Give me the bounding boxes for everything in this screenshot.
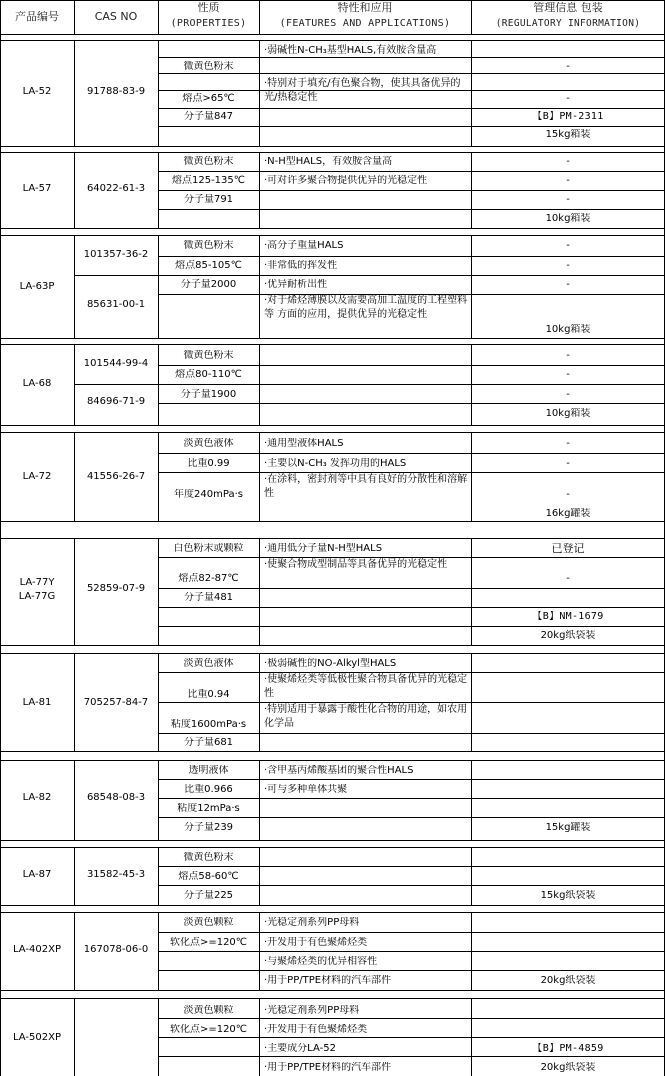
feature-item: ·通用低分子量N-H型HALS [264,543,383,554]
product-code: LA-87 [22,869,52,880]
property-cell: 熔点>65℃ [182,93,235,104]
grid-line [74,275,158,276]
property-cell: 熔点80-110℃ [175,369,242,380]
feature-item: ·用于PP/TPE材料的汽车部件 [264,1062,392,1073]
feature-item: ·可对许多聚合物提供优异的光稳定性 [264,175,428,186]
grid-line [471,40,472,146]
feature-item: ·优异耐析出性 [264,279,328,290]
grid-line [0,847,665,848]
grid-line [158,294,665,295]
grid-line [158,0,159,34]
grid-line [158,798,665,799]
reg-cell: - [566,279,570,290]
grid-line [74,40,75,146]
feature-item: ·N-H型HALS，有效胺含量高 [264,156,393,167]
reg-cell: - [566,156,570,167]
grid-line [158,126,665,127]
grid-line [0,228,665,229]
cas-number: 101544-99-4 [83,358,149,369]
grid-line [0,645,665,646]
header-cas: CAS NO [94,11,138,23]
grid-line [158,403,665,404]
grid-line [158,847,159,905]
grid-line [158,779,665,780]
grid-line [0,990,665,991]
grid-line [158,256,665,257]
property-cell: 微黄色粉末 [183,240,234,251]
property-cell: 分子量2000 [180,279,237,290]
grid-line [259,760,260,840]
grid-line [0,653,665,654]
product-code-alt: LA-77G [18,591,56,602]
grid-line [158,932,665,933]
feature-item: ·光稳定剂系列PP母料 [264,917,360,928]
grid-line [0,344,665,345]
grid-line [259,0,260,34]
packaging: 15kg罐装 [545,822,591,833]
grid-line [74,432,75,521]
reg-cell: 【B】NM-1679 [532,611,604,622]
grid-line [0,338,665,339]
product-code: LA-77Y [19,577,55,588]
property-cell: 软化点>=120℃ [169,937,248,948]
property-cell: 粘度1600mPa·s [170,719,247,730]
property-cell: 分子量847 [183,111,234,122]
feature-item: ·与聚烯烃类的优异相容性 [264,956,378,967]
packaging: 15kg箱装 [545,129,591,140]
grid-line [158,384,665,385]
reg-cell: - [566,458,570,469]
grid-line [158,626,665,627]
reg-cell: - [566,260,570,271]
grid-line [0,235,665,236]
reg-cell: - [566,350,570,361]
grid-line [74,384,158,385]
header-reg-en: (REGULATORY INFORMATION) [495,18,641,29]
reg-cell: 【B】PM-4859 [532,1043,604,1054]
product-code: LA-52 [22,86,52,97]
grid-line [158,1056,665,1057]
grid-line [158,702,665,703]
header-prop-en: (PROPERTIES) [170,18,247,29]
reg-cell: 【B】PM-2311 [532,111,604,122]
grid-line [158,970,665,971]
cas-number: 68548-08-3 [86,792,146,803]
cas-number: 85631-00-1 [86,299,146,310]
grid-line [158,866,665,867]
packaging: 15kg纸袋装 [540,890,596,901]
reg-cell: - [566,369,570,380]
grid-line [0,146,665,147]
grid-line [158,538,159,645]
grid-line [259,847,260,905]
feature-item: ·极弱碱性的NO-Alkyl型HALS [264,658,397,669]
grid-line [259,235,260,338]
grid-line [158,171,665,172]
grid-line [259,538,260,645]
packaging: 20kg纸袋装 [540,975,596,986]
grid-line [158,108,665,109]
product-code: LA-57 [22,183,52,194]
reg-cell: - [566,194,570,205]
grid-line [74,152,75,228]
feature-item: ·可与多种单体共聚 [264,784,348,795]
property-cell: 熔点58-60℃ [178,871,239,882]
grid-line [471,760,472,840]
property-cell: 分子量1900 [180,389,237,400]
cas-number: 91788-83-9 [86,86,146,97]
packaging: 20kg纸袋装 [540,630,596,641]
cas-number: 167078-06-0 [83,944,149,955]
feature-item: ·含甲基丙烯酸基团的聚合性HALS [264,765,414,776]
property-cell: 年度240mPa·s [174,489,243,500]
cas-number: 52859-07-9 [86,583,146,594]
grid-line [158,951,665,952]
grid-line [471,847,472,905]
feature-item: ·特别适用于暴露于酸性化合物的用途，如农用化学品 [264,704,468,729]
grid-line [158,190,665,191]
grid-line [158,57,665,58]
grid-line [74,998,75,1076]
property-cell: 淡黄色液体 [183,438,234,449]
product-code: LA-502XP [13,1032,61,1043]
grid-line [0,425,665,426]
property-cell: 比重0.99 [187,458,230,469]
grid-line [158,40,159,146]
grid-line [0,998,665,999]
grid-line [0,521,665,522]
grid-line [0,40,665,41]
grid-line [158,557,665,558]
feature-item: ·使聚合物成型制品等具备优异的光稳定性 [264,559,448,570]
grid-line [158,733,665,734]
grid-line [158,607,665,608]
grid-line [74,760,75,840]
grid-line [0,840,665,841]
cas-number: 31582-45-3 [86,869,146,880]
property-cell: 熔点82-87℃ [178,573,239,584]
grid-line [0,905,665,906]
grid-line [158,90,665,91]
feature-item: ·开发用于有色聚烯烃类 [264,937,368,948]
cas-number: 101357-36-2 [83,249,149,260]
grid-line [74,912,75,990]
grid-line [158,1018,665,1019]
property-cell: 分子量791 [183,194,234,205]
grid-line [0,152,665,153]
product-code: LA-82 [22,792,52,803]
header-code: 产品编号 [15,11,59,23]
reg-cell: - [566,438,570,449]
grid-line [0,751,665,752]
feature-item: ·用于PP/TPE材料的汽车部件 [264,975,392,986]
product-code: LA-81 [22,697,52,708]
packaging: 10kg箱装 [545,324,591,335]
grid-line [74,653,75,751]
property-cell: 粘度12mPa·s [177,803,240,814]
reg-cell: - [566,573,570,584]
packaging: 10kg箱装 [545,213,591,224]
header-prop-cn: 性质 [197,2,220,14]
reg-cell: - [566,489,570,500]
grid-line [471,0,472,34]
grid-line [158,588,665,589]
grid-line [158,73,665,74]
grid-line [158,760,159,840]
grid-line [0,912,665,913]
grid-line [74,847,75,905]
grid-line [158,885,665,886]
property-cell: 微黄色粉末 [183,61,234,72]
grid-line [158,817,665,818]
feature-item: ·通用型液体HALS [264,438,344,449]
feature-item: ·特别对于填充/有色聚合物，使其具备优异的光/热稳定性 [264,78,461,103]
packaging: 20kg纸袋装 [540,1062,596,1073]
grid-line [471,235,472,338]
grid-line [158,453,665,454]
grid-line [0,0,665,1]
property-cell: 白色粉末或颗粒 [173,543,244,554]
product-code: LA-68 [22,378,52,389]
product-code: LA-402XP [13,944,61,955]
cas-number: 84696-71-9 [86,396,146,407]
property-cell: 分子量481 [183,592,234,603]
reg-cell: - [566,93,570,104]
reg-cell: - [566,175,570,186]
grid-line [158,672,665,673]
property-cell: 淡黄色颗粒 [183,1005,234,1016]
property-cell: 分子量681 [183,737,234,748]
grid-line [74,235,75,338]
grid-line [158,275,665,276]
feature-item: ·开发用于有色聚烯烃类 [264,1024,368,1035]
grid-line [158,472,665,473]
property-cell: 比重0.966 [184,784,233,795]
feature-item: ·在涂料，密封剂等中具有良好的分散性和溶解性 [264,474,468,499]
reg-cell: - [566,389,570,400]
feature-item: ·主要成分LA-52 [264,1043,336,1054]
grid-line [0,432,665,433]
grid-line [158,209,665,210]
grid-line [0,760,665,761]
property-cell: 分子量239 [183,822,234,833]
reg-cell: 已登记 [551,543,585,555]
property-cell: 比重0.94 [187,689,230,700]
feature-item: ·非常低的挥发性 [264,260,338,271]
feature-item: ·对于烯烃薄膜以及需要高加工温度的工程塑料等 方面的应用，提供优异的光稳定性 [264,295,468,320]
feature-item: ·使聚烯烃类等低极性聚合物具备优异的光稳定性 [264,674,468,699]
property-cell: 淡黄色液体 [183,658,234,669]
reg-cell: - [566,61,570,72]
cas-number: 64022-61-3 [86,183,146,194]
reg-cell: - [566,240,570,251]
property-cell: 熔点85-105℃ [175,260,242,271]
grid-line [74,538,75,645]
grid-line [158,432,159,521]
cas-number: 41556-26-7 [86,471,146,482]
grid-line [158,235,159,338]
feature-item: ·主要以N-CH₃ 发挥功用的HALS [264,458,407,469]
packaging: 16kg罐装 [545,508,591,519]
product-code: LA-72 [22,471,52,482]
grid-line [158,1037,665,1038]
property-cell: 透明液体 [188,765,229,776]
grid-line [158,365,665,366]
feature-item: ·高分子重量HALS [264,240,344,251]
feature-item: ·弱碱性N-CH₃基型HALS,有效胺含量高 [264,45,437,56]
header-feat-en: (FEATURES AND APPLICATIONS) [279,18,451,29]
feature-item: ·光稳定剂系列PP母料 [264,1005,360,1016]
property-cell: 微黄色粉末 [183,156,234,167]
property-cell: 软化点>=120℃ [169,1024,248,1035]
grid-line [0,538,665,539]
grid-line [0,34,665,35]
product-code: LA-63P [19,281,55,292]
cas-number: 705257-84-7 [83,697,149,708]
header-feat-cn: 特性和应用 [337,2,393,14]
header-reg-cn: 管理信息 包装 [533,2,603,14]
property-cell: 淡黄色颗粒 [183,917,234,928]
grid-line [471,432,472,521]
property-cell: 熔点125-135℃ [171,175,245,186]
grid-line [259,432,260,521]
grid-line [259,40,260,146]
grid-line [471,538,472,645]
grid-line [74,0,75,34]
property-cell: 分子量225 [183,890,234,901]
packaging: 10kg箱装 [545,408,591,419]
property-cell: 微黄色粉末 [183,852,234,863]
property-cell: 微黄色粉末 [183,350,234,361]
